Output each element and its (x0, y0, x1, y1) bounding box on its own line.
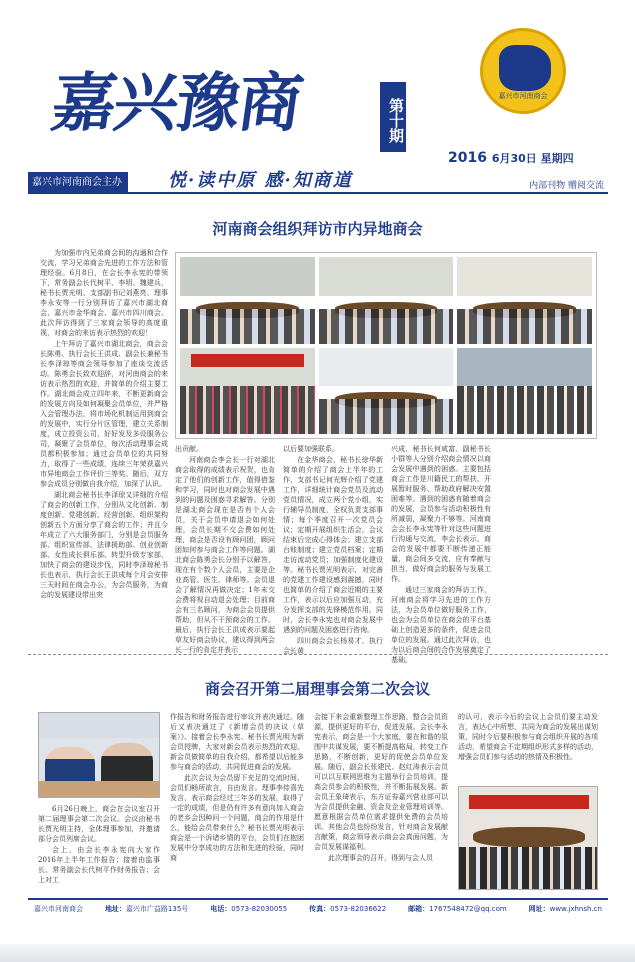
footer-phone: 电话：0573-82030055 (210, 905, 288, 913)
issue-day: 6月30日 星期四 (491, 152, 574, 165)
section-divider (28, 654, 608, 655)
paragraph: 此次理事会的召开，得到与会人员 (328, 854, 433, 862)
meeting-photo (319, 257, 454, 344)
article2-column-2 (170, 712, 304, 892)
article2-column-4 (458, 712, 598, 782)
paragraph: 作报告和财务报告进行审议并表决通过。随后又表决通过了《新增会员的决议（草案）》。接着会长李永宪、秘书长贾光明为新会员授牌，大家对新会员表示热烈的欢迎。新会员做简单的自我介绍，都希望以后能多参与商会的活动，共同促进商会的发展。 (170, 713, 304, 771)
paragraph: 湖北商会秘书长李泽琼又详细的介绍了商会的创新工作，分别从文化创新、制度创新、党建创新、经营创新、组织架构创新五个方面分享了商会的工作；并且今年成立了六大服务部门，分别是会员服务部、组织宣传部、法律援助部、创业创新部、女性成长俱乐部、转型升级专家部，加快了商会的建设步伐，同时李泽琼秘书长也表示，执行会长王洪成每个月会安排三天时间在商会办公，为会员服务，为商会的发展建设带出突 (40, 491, 168, 599)
meeting-photo (319, 348, 454, 435)
masthead-bar (28, 172, 608, 194)
article1-column-3 (283, 444, 383, 655)
footer-address: 地址：嘉兴市广益路135号 (104, 905, 189, 913)
chamber-logo (480, 28, 566, 114)
article1-column-2 (175, 444, 275, 654)
paragraph: 此次会议为会员留下充足的交流时间，会员们畅所欲言，自由发言。理事李侍喜先发言，表示商会经过三年多的发展，取得了一定的成绩，但是仍有许多有意向加入商会的老乡会因种问一个问题，商会的作用是什么，能给会员带来什么？秘书长贾光明表示商会是一个诉诸乡情的平台，会员们在抱团发展中分享成功的方法和先进的经验，同时商 (170, 774, 304, 862)
article1-photo-grid (175, 252, 597, 439)
paragraph: 为加强市内兄弟商会间的沟通和合作交流，学习兄弟商会先进的工作方法和管理经验。6月8日，在会长李永宪的带领下，常务副会长代树平、李明、魏建兵，秘书长贾光明、支部副书记刘燕亮、理事李永安等一行分别拜访了嘉兴市湖北商会、嘉兴市金华商会、嘉兴市四川商会。此次拜访得到了三家商会领导的高度重视，对商会的来访表示热烈的欢迎！ (40, 249, 168, 337)
masthead-rule (128, 192, 608, 194)
meeting-photo (457, 257, 592, 344)
internal-note: 内部刊物 赠阅交流 (529, 181, 604, 191)
article2-title: 商会召开第二届理事会第二次会议 (204, 680, 430, 698)
footer-email: 邮箱：1767548472@qq.com (408, 905, 507, 913)
conference-photo (458, 786, 598, 890)
paragraph: 6月26日晚上，商会在会议室召开第二届理事会第二次会议。会议由秘书长贾光明主持，全体理事参加，并邀请部分会员列席会议。 (38, 805, 160, 843)
masthead (28, 22, 608, 192)
article2-column-1 (38, 804, 160, 892)
logo-caption: 嘉兴市河南商会 (498, 92, 548, 100)
paragraph: 会上，由会长李永宪向大家作2016年上半年工作报告；接着由监事长、常务副会长代树平作财务报告；会上对工 (38, 846, 160, 884)
paragraph: 四川商会会长杨易才、执行会长黄 (283, 637, 383, 655)
meeting-photo (38, 712, 160, 798)
paragraph: 河南商会李会长一行对湖北商会取得的成绩表示祝贺，也肯定了他们的创新工作，值得借鉴和学习，同时也对商会发展中遇到的问题及困惑寻求解答。分别是湖北商会现在是否有个人会员，关于会员申请退会如何处理，会员长期不交会费如何处理，商会是否设有顾问团，顾问团如何参与商会工作等问题。湖北商会陈勇会长分别予以解答，现在有个数个人会员，主要是企业高管、医生、律师等。会员退会了解情况再做决定；1年未交会费将视自动退会处理；目前商会有三名顾问，为商会会员提供帮助，但从不干预商会的工作。最后，执行会长王洪成表示要起草友好商会协议，建议得到两会长一行的肯定并表示 (175, 456, 275, 654)
henan-map-icon (499, 45, 551, 91)
page-footer (28, 898, 608, 918)
group-photo (180, 348, 315, 435)
paragraph: 兴成、秘书长何咸富、副秘书长小群等人分别介绍商会情况以商会发展中遇到的困惑。主要包括商会工作是川籍民工的帮扶、开展暂时服务、帮助政府解决安置困难等。遇到的困惑有随着商会的发展，会员参与活动积极性有所减弱，凝聚力不够等。河南商会会长李永宪等针对这些问题进行沟通与交流，李会长表示，商会的发展中都要不断传递正能量，商会间多交流，应有奉献与担当，做好商会的服务与发展工作。 (391, 445, 491, 583)
meeting-photo (180, 257, 315, 344)
issue-date (448, 150, 574, 166)
paragraph: 通过三家商会的拜访工作，河南商会将学习先进的工作方法，为会员单位做好服务工作，也会为会员单位在商会的平台基础上创造更多的条件，促进会员单位的发展。通过此次拜访，也为以后商会间的合作发展奠定了基础。 (391, 586, 491, 664)
footer-website: 网址：www.jxhnsh.cn (528, 905, 602, 913)
bottom-strip (0, 944, 635, 962)
slogan: 悦·读中原 感·知商道 (168, 170, 353, 191)
article2-column-3 (314, 712, 448, 892)
footer-org: 嘉兴市河南商会 (34, 905, 83, 913)
paragraph: 上午拜访了嘉兴市湖北商会，商会会长陈勇、执行会长王洪成、副会长兼秘书长李泽琼等商会领导参加了座谈交流活动。陈勇会长致欢迎辞，对河南商会的来访表示热烈的欢迎，并简单的介绍主要工作。湖北商会成立四年来，不断更新商会的发展方向及如何凝聚会员单位，并严格入会管理办法，将市场化机制运用到商会的发展中，实行分片区管理，建立关系制度，成立投资公司，好好发及多设服务公司，凝聚了会员单位，每次活动理事会成员都积极参加；通过会员单位的共同努力，取得了一些成绩，连续三年荣获嘉兴市异地商会工作评价三等奖。随后，双方参会成员分别做自我介绍，加深了认识。 (40, 340, 168, 488)
issue-number: 第十期 (380, 82, 406, 152)
article1-column-5 (499, 444, 597, 644)
issue-year: 2016 (448, 150, 487, 166)
footer-fax: 传真：0573-82036622 (309, 905, 387, 913)
article1-column-4 (391, 444, 491, 664)
article1-column-1 (40, 248, 168, 643)
group-photo (457, 348, 592, 435)
publisher-label: 嘉兴市河南商会主办 (28, 172, 128, 194)
paragraph: 在金华商会，秘书长徐华新简单的介绍了商会上半年的工作，支部书记何光辉介绍了党建工作，详细统计商会党员及流动党员情况，成立两个党小组，实行辅导员制度，全权负责支部事情；每个季度召开一次党员会议；定期开展组织生活会，会议结束后完成心得体会；建立支部台账制度；建立党员档案；定期走访流动党员；加强制度化建设等。秘书长贾光明表示，对完善的党建工作建设感到震撼，同时也简单的介绍了商会近期的主要工作，表示以后应加强互动，充分发挥支部的先锋模范作用。同时，会长李永宪也对商会发展中遇到的问题及困惑进行咨询。 (283, 456, 383, 634)
paragraph: 出贡献。 (175, 445, 203, 453)
article1-title: 河南商会组织拜访市内异地商会 (212, 220, 423, 238)
paragraph: 会接下来会重新整理工作思路，整合会员资源，提供更好的平台，促进发展。会长李永宪表示，商会是一个大家庭，要在和谐的氛围中共谋发展，要不断提高格局，转变工作思路，不断创新，更好的促使会员单位发展。随后，副会长张建民、赵红涛表示会员可以以互联网思维为主题举行会员培训，提高会员参会的积极性，并不断拓展发展。新会员王象琦表示，东方证券嘉兴营业部可以为会员提供金融、资金及企业管理培训等。愿意根据会员单位需求提供免费的会员培训。其他会员也纷纷发言，针对商会发展献言献策，商会领导表示商会会真面问题，为会员发展谋福利。 (314, 713, 448, 851)
paragraph: 以后要加强联系。 (283, 445, 339, 453)
masthead-title: 嘉兴豫商 (46, 66, 306, 141)
paragraph: 的认可，表示今后的会议上会员们要主动发言，表达心中所想，共同为商会的发展出谋划策，同时今后要积极参与商会组织开展的各项活动，希望商会不定期组织形式多样的活动，增强会员们参与活动的热情及积极性。 (458, 713, 598, 761)
